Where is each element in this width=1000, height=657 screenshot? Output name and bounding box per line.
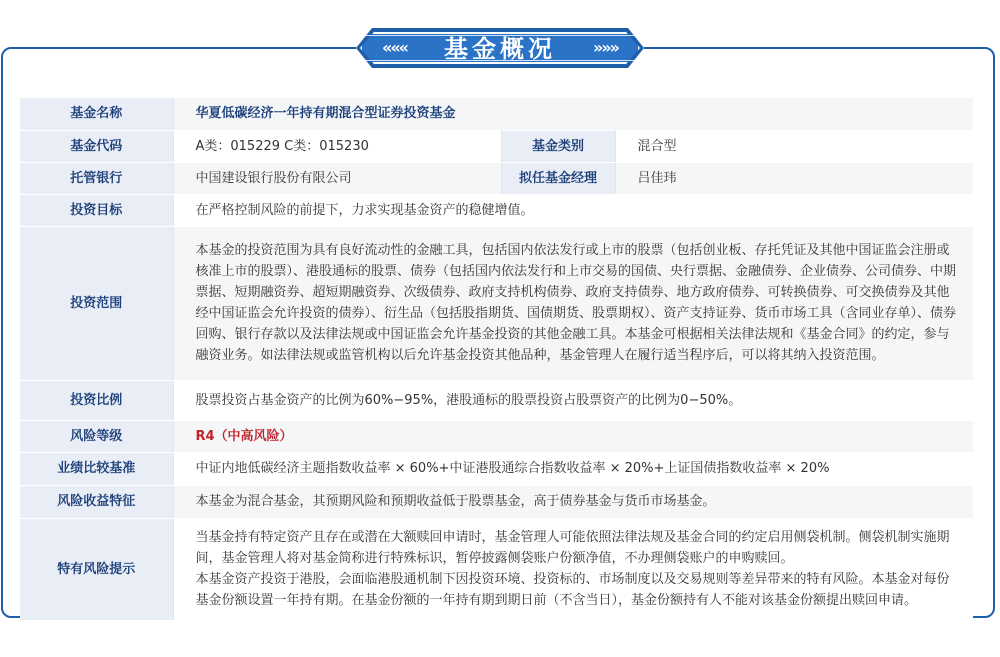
fund-code-value: A类：015229 C类：015230	[173, 130, 501, 162]
section-title: 基金概况	[444, 35, 556, 63]
fund-code-label: 基金代码	[20, 130, 173, 162]
special-risk-label: 特有风险提示	[20, 518, 173, 620]
table-row	[20, 518, 973, 620]
table-row	[20, 162, 973, 194]
fund-name-label: 基金名称	[20, 98, 173, 130]
table-row	[20, 98, 973, 130]
fund-info-table	[20, 98, 973, 621]
table-row	[20, 226, 973, 380]
fund-type-label: 基金类别	[501, 130, 615, 162]
objective-value: 在严格控制风险的前提下，力求实现基金资产的稳健增值。	[173, 194, 973, 226]
special-risk-value	[173, 518, 973, 620]
risk-return-value: 本基金为混合基金，其预期风险和预期收益低于股票基金，高于债券基金与货币市场基金。	[173, 485, 973, 518]
table-row	[20, 452, 973, 485]
double-chevron-right-icon: »»»	[592, 38, 618, 57]
double-chevron-left-icon: «««	[382, 38, 408, 57]
manager-value: 吕佳玮	[615, 162, 973, 194]
risk-level-label: 风险等级	[20, 420, 173, 452]
ratio-label: 投资比例	[20, 380, 173, 420]
ratio-value: 股票投资占基金资产的比例为60%−95%，港股通标的股票投资占股票资产的比例为0−50%。	[173, 380, 973, 420]
scope-value: 本基金的投资范围为具有良好流动性的金融工具，包括国内依法发行或上市的股票（包括创业板、存托凭证及其他中国证监会注册或核准上市的股票）、港股通标的股票、债券（包括国内依法发行和上市交易的国债、央行票据、金融债券、企业债券、公司债券、中期票据、短期融资券、超短期融资券、次级债券、政府支持机构债券、政府支持债券、地方政府债券、可转换债券、可交换债券及其他经中国证监会允许投资的债券）、衍生品（包括股指期货、国债期货、股票期权）、资产支持证券、货币市场工具（含同业存单）、债券回购、银行存款以及法律法规或中国证监会允许基金投资的其他金融工具。本基金可根据相关法律法规和《基金合同》的约定，参与融资业务。如法律法规或监管机构以后允许基金投资其他品种，基金管理人在履行适当程序后，可以将其纳入投资范围。	[173, 226, 973, 380]
table-row	[20, 194, 973, 226]
table-row	[20, 380, 973, 420]
special-risk-paragraph: 本基金资产投资于港股，会面临港股通机制下因投资环境、投资标的、市场制度以及交易规则等差异带来的特有风险。本基金对每份基金份额设置一年持有期。在基金份额的一年持有期到期日前（不含当日），基金份额持有人不能对该基金份额提出赎回申请。	[195, 572, 950, 608]
table-row	[20, 130, 973, 162]
section-title-badge	[356, 28, 644, 68]
fund-type-value: 混合型	[615, 130, 973, 162]
custodian-value: 中国建设银行股份有限公司	[173, 162, 501, 194]
objective-label: 投资目标	[20, 194, 173, 226]
special-risk-paragraph: 当基金持有特定资产且存在或潜在大额赎回申请时，基金管理人可能依照法律法规及基金合同的约定启用侧袋机制。侧袋机制实施期间，基金管理人将对基金简称进行特殊标识，暂停披露侧袋账户份额净值，不办理侧袋账户的申购赎回。	[195, 530, 950, 566]
risk-return-label: 风险收益特征	[20, 485, 173, 518]
benchmark-label: 业绩比较基准	[20, 452, 173, 485]
benchmark-value: 中证内地低碳经济主题指数收益率 × 60%+中证港股通综合指数收益率 × 20%+上证国债指数收益率 × 20%	[173, 452, 973, 485]
custodian-label: 托管银行	[20, 162, 173, 194]
manager-label: 拟任基金经理	[501, 162, 615, 194]
table-row	[20, 420, 973, 452]
risk-level-value: R4（中高风险）	[173, 420, 973, 452]
fund-name-value: 华夏低碳经济一年持有期混合型证券投资基金	[173, 98, 973, 130]
table-row	[20, 485, 973, 518]
scope-label: 投资范围	[20, 226, 173, 380]
